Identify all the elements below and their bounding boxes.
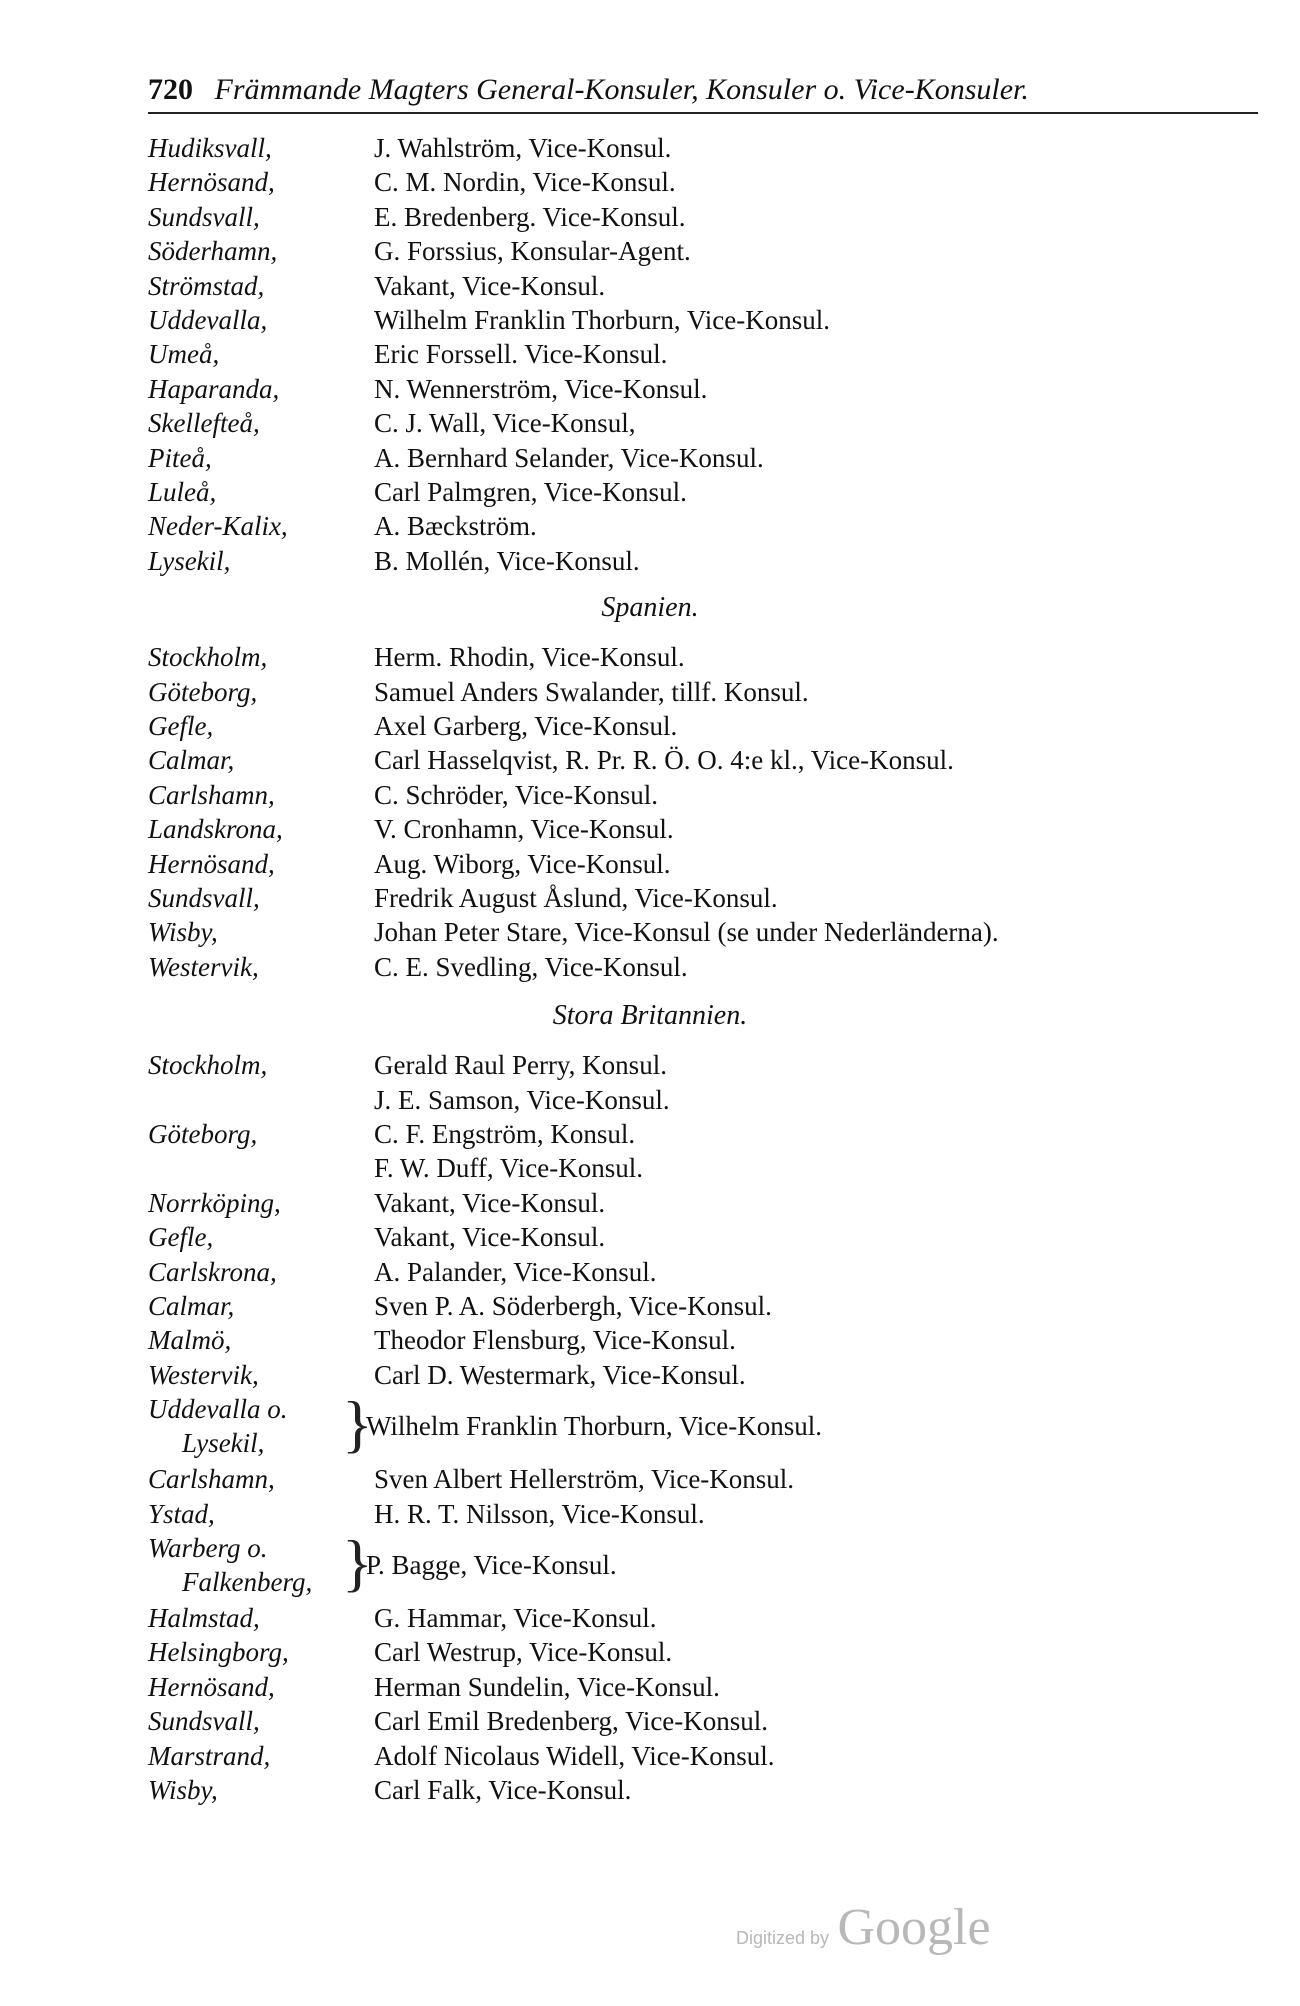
place-name: Calmar, bbox=[148, 745, 235, 776]
consul-entry: Herm. Rhodin, Vice-Konsul. bbox=[374, 642, 685, 673]
consul-entry: C. Schröder, Vice-Konsul. bbox=[374, 779, 659, 810]
consul-entry: Carl Emil Bredenberg, Vice-Konsul. bbox=[374, 1706, 769, 1737]
consul-entry: Vakant, Vice-Konsul. bbox=[374, 270, 606, 301]
consul-entry: J. Wahlström, Vice-Konsul. bbox=[374, 133, 672, 163]
place-name: Neder-Kalix, bbox=[148, 511, 288, 542]
consul-entry: Samuel Anders Swalander, tillf. Konsul. bbox=[374, 676, 809, 707]
place-name: Skellefteå, bbox=[148, 408, 260, 439]
place-name: Gefle, bbox=[148, 711, 214, 741]
place-name: Hernösand, bbox=[148, 1671, 275, 1702]
place-name: Carlshamn, bbox=[148, 1464, 275, 1495]
place-name: Lysekil, bbox=[182, 1428, 265, 1459]
consul-entry: Herman Sundelin, Vice-Konsul. bbox=[374, 1671, 720, 1702]
consul-entry: Carl D. Westermark, Vice-Konsul. bbox=[374, 1359, 746, 1390]
consul-entry: Axel Garberg, Vice-Konsul. bbox=[374, 711, 678, 741]
consul-entry: B. Mollén, Vice-Konsul. bbox=[374, 545, 640, 576]
place-name: Gefle, bbox=[148, 1222, 214, 1253]
consul-entry: Fredrik August Åslund, Vice-Konsul. bbox=[374, 883, 778, 913]
consul-entry: Carl Palmgren, Vice-Konsul. bbox=[374, 477, 687, 507]
consul-entry: Gerald Raul Perry, Konsul. bbox=[374, 1050, 667, 1081]
brace-mark: } bbox=[342, 1388, 373, 1460]
consul-entry: Wilhelm Franklin Thorburn, Vice-Konsul. bbox=[374, 305, 830, 335]
brace-mark: } bbox=[342, 1527, 373, 1598]
consul-entry: A. Bæckström. bbox=[374, 511, 537, 542]
watermark-google-text: Google bbox=[837, 1899, 991, 1956]
consul-entry: Vakant, Vice-Konsul. bbox=[374, 1187, 606, 1218]
running-title: Främmande Magters General-Konsuler, Konsuler o. Vice-Konsuler. bbox=[214, 73, 1029, 106]
section-heading: Stora Britannien. bbox=[552, 1000, 748, 1032]
place-name: Stockholm, bbox=[148, 642, 268, 673]
consul-entry: P. Bagge, Vice-Konsul. bbox=[366, 1550, 617, 1580]
place-name: Uddevalla o. bbox=[148, 1394, 288, 1425]
section-heading: Spanien. bbox=[601, 592, 699, 624]
page-header bbox=[148, 68, 1258, 114]
consul-entry: C. E. Svedling, Vice-Konsul. bbox=[374, 951, 688, 982]
place-name: Sundsvall, bbox=[148, 1706, 260, 1737]
bracketed-entry bbox=[0, 1527, 1300, 1603]
place-name: Marstrand, bbox=[148, 1740, 271, 1771]
place-name: Helsingborg, bbox=[148, 1637, 289, 1668]
place-name: Carlskrona, bbox=[148, 1256, 277, 1287]
place-name: Warberg o. bbox=[148, 1533, 268, 1563]
place-name: Westervik, bbox=[148, 1359, 259, 1390]
consul-entry: Adolf Nicolaus Widell, Vice-Konsul. bbox=[374, 1740, 775, 1771]
bracketed-entry bbox=[0, 1388, 1300, 1464]
consul-entry: Wilhelm Franklin Thorburn, Vice-Konsul. bbox=[366, 1411, 822, 1442]
place-name: Göteborg, bbox=[148, 1119, 258, 1149]
place-name: Stockholm, bbox=[148, 1050, 268, 1081]
place-name: Luleå, bbox=[148, 477, 217, 507]
consul-entry: C. J. Wall, Vice-Konsul, bbox=[374, 408, 636, 439]
place-name: Sundsvall, bbox=[148, 883, 260, 913]
place-name: Calmar, bbox=[148, 1291, 235, 1321]
consul-entry: Eric Forssell. Vice-Konsul. bbox=[374, 339, 668, 370]
place-name: Lysekil, bbox=[148, 545, 231, 576]
consul-entry: G. Hammar, Vice-Konsul. bbox=[374, 1603, 657, 1633]
place-name: Halmstad, bbox=[148, 1603, 260, 1633]
watermark-small-text: Digitized by bbox=[736, 1928, 830, 1948]
place-name: Hudiksvall, bbox=[148, 133, 272, 163]
consul-entry: V. Cronhamn, Vice-Konsul. bbox=[374, 814, 674, 845]
place-name: Wisby, bbox=[148, 917, 218, 948]
place-name: Norrköping, bbox=[148, 1187, 281, 1218]
place-name: Sundsvall, bbox=[148, 201, 260, 232]
consul-entry: H. R. T. Nilsson, Vice-Konsul. bbox=[374, 1498, 705, 1529]
place-name: Malmö, bbox=[148, 1325, 232, 1356]
place-name: Falkenberg, bbox=[182, 1567, 313, 1597]
place-name: Piteå, bbox=[148, 442, 212, 473]
consul-entry: A. Palander, Vice-Konsul. bbox=[374, 1256, 657, 1287]
consul-entry: Sven P. A. Söderbergh, Vice-Konsul. bbox=[374, 1291, 772, 1321]
consul-entry: Carl Hasselqvist, R. Pr. R. Ö. O. 4:e kl., Vice-Konsul. bbox=[374, 745, 954, 776]
consul-entry: Carl Westrup, Vice-Konsul. bbox=[374, 1637, 673, 1668]
place-name: Umeå, bbox=[148, 339, 220, 370]
consul-entry: Johan Peter Stare, Vice-Konsul (se under Nederländerna). bbox=[374, 917, 999, 948]
place-name: Göteborg, bbox=[148, 676, 258, 707]
place-name: Landskrona, bbox=[148, 814, 283, 845]
place-name: Hernösand, bbox=[148, 848, 275, 879]
place-name: Wisby, bbox=[148, 1775, 218, 1805]
place-name: Haparanda, bbox=[148, 373, 280, 404]
consul-entry: C. M. Nordin, Vice-Konsul. bbox=[374, 167, 676, 198]
consul-entry: Vakant, Vice-Konsul. bbox=[374, 1222, 606, 1253]
digitized-by-google-watermark bbox=[736, 1898, 991, 1957]
consul-entry: Carl Falk, Vice-Konsul. bbox=[374, 1775, 632, 1805]
place-name: Ystad, bbox=[148, 1498, 215, 1529]
consul-entry: Theodor Flensburg, Vice-Konsul. bbox=[374, 1325, 736, 1356]
consul-entry: N. Wennerström, Vice-Konsul. bbox=[374, 373, 708, 404]
consul-entry: G. Forssius, Konsular-Agent. bbox=[374, 236, 691, 267]
place-name: Uddevalla, bbox=[148, 305, 268, 335]
place-name: Strömstad, bbox=[148, 270, 265, 301]
consul-entry: Aug. Wiborg, Vice-Konsul. bbox=[374, 848, 671, 879]
consul-entry: J. E. Samson, Vice-Konsul. bbox=[374, 1084, 670, 1115]
consul-entry: C. F. Engström, Konsul. bbox=[374, 1119, 636, 1149]
place-name: Westervik, bbox=[148, 951, 259, 982]
place-name: Söderhamn, bbox=[148, 236, 278, 267]
consul-entry: F. W. Duff, Vice-Konsul. bbox=[374, 1153, 643, 1184]
place-name: Hernösand, bbox=[148, 167, 275, 198]
consul-entry: E. Bredenberg. Vice-Konsul. bbox=[374, 201, 686, 232]
consul-entry: Sven Albert Hellerström, Vice-Konsul. bbox=[374, 1464, 795, 1495]
consul-entry: A. Bernhard Selander, Vice-Konsul. bbox=[374, 442, 764, 473]
place-name: Carlshamn, bbox=[148, 779, 275, 810]
page-number: 720 bbox=[148, 73, 193, 106]
